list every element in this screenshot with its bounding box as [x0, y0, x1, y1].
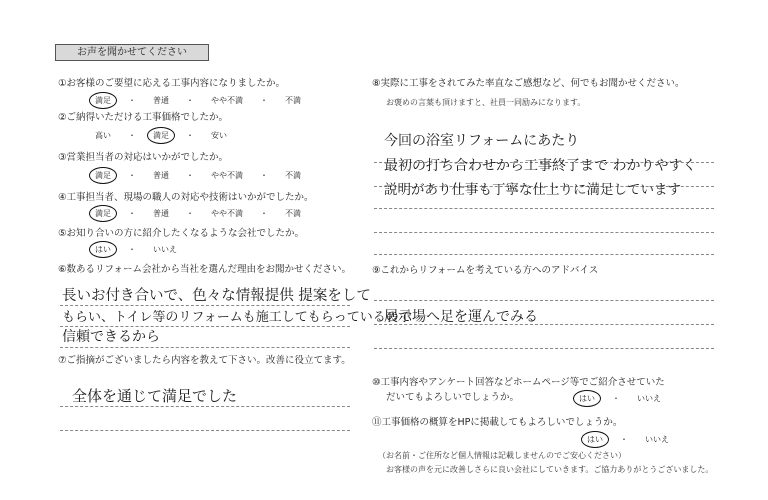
option[interactable]: いいえ	[637, 394, 661, 403]
q3-options	[92, 170, 304, 181]
option-separator: ・	[128, 245, 136, 254]
q9-rule	[374, 348, 714, 349]
option[interactable]: やや不満	[211, 96, 243, 105]
q9-rule	[374, 300, 714, 301]
q8-rule	[374, 232, 714, 233]
option-separator: ・	[186, 131, 194, 140]
q9-label: ⑨これからリフォームを考えている方へのアドバイス	[372, 265, 599, 276]
q7-rule	[60, 406, 350, 407]
option[interactable]: やや不満	[211, 209, 243, 218]
option-selected[interactable]: はい	[584, 434, 606, 445]
option[interactable]: 不満	[285, 209, 301, 218]
thanks-note: お客様の声を元に改善しさらに良い会社にしていきます。ご協力ありがとうございました。	[386, 465, 714, 474]
q8-answer-line: 説明があり仕事も丁寧な仕上りに満足しています	[384, 182, 681, 198]
option[interactable]: 普通	[153, 209, 169, 218]
q1-options	[92, 95, 304, 106]
q6-answer-line: もらい、トイレ等のリフォームも施工してもらっているので	[62, 310, 412, 325]
option[interactable]: やや不満	[211, 171, 243, 180]
q7-rule	[60, 430, 350, 431]
q2-options	[92, 130, 230, 141]
option[interactable]: 普通	[153, 96, 169, 105]
q8-rule	[374, 254, 714, 255]
q5-label: ⑤お知り合いの方に紹介したくなるような会社でしたか。	[58, 228, 305, 239]
option-separator: ・	[260, 209, 268, 218]
q8-answer-line: 今回の浴室リフォームにあたり	[384, 133, 580, 149]
q3-label: ③営業担当者の対応はいかがでしたか。	[58, 152, 229, 163]
option-separator: ・	[128, 96, 136, 105]
q1-label: ①お客様のご要望に応える工事内容になりましたか。	[58, 78, 286, 89]
q10-label-cont: だいてもよろしいでしょうか。	[386, 392, 520, 403]
option[interactable]: 安い	[211, 131, 227, 140]
q6-label: ⑥数あるリフォーム会社から当社を選んだ理由をお聞かせください。	[58, 264, 352, 275]
q10-options	[576, 393, 664, 404]
option-separator: ・	[186, 209, 194, 218]
option-selected[interactable]: 満足	[92, 170, 114, 181]
q6-answer-line: 信頼できるから	[62, 329, 160, 345]
q7-answer-line: 全体を通じて満足でした	[72, 387, 238, 405]
q8-label: ⑧実際に工事をされてみた率直なご感想など、何でもお聞かせください。	[372, 78, 685, 89]
q8-note: お褒めの言葉も頂けますと、社員一同励みになります。	[386, 98, 586, 107]
q11-label: ⑪工事価格の概算をHPに掲載してもよろしいでしょうか。	[372, 417, 623, 428]
option[interactable]: 普通	[153, 171, 169, 180]
option[interactable]: 高い	[95, 131, 111, 140]
option[interactable]: 不満	[285, 171, 301, 180]
q6-answer-line: 長いお付き合いで、色々な情報提供 提案をして	[62, 288, 371, 304]
q8-rule	[374, 208, 714, 209]
option-separator: ・	[128, 171, 136, 180]
option-separator: ・	[620, 435, 628, 444]
q9-answer-line: 展示場へ足を運んでみる	[384, 309, 538, 325]
option-selected[interactable]: 満足	[150, 130, 172, 141]
q4-options	[92, 208, 304, 219]
option-separator: ・	[128, 131, 136, 140]
option-separator: ・	[186, 96, 194, 105]
option[interactable]: 不満	[285, 96, 301, 105]
option-selected[interactable]: 満足	[92, 95, 114, 106]
option-selected[interactable]: 満足	[92, 208, 114, 219]
option-separator: ・	[260, 171, 268, 180]
q7-label: ⑦ご指摘がございましたら内容を教えて下さい。改善に役立てます。	[58, 355, 351, 366]
option-selected[interactable]: はい	[92, 244, 114, 255]
q6-rule	[60, 347, 350, 348]
q2-label: ②ご納得いただける工事価格でしたか。	[58, 112, 229, 123]
q4-label: ④工事担当者、現場の職人の対応や技術はいかがでしたか。	[58, 192, 314, 203]
form-header: お声を聞かせてください	[55, 44, 209, 61]
option[interactable]: いいえ	[153, 245, 177, 254]
q5-options	[92, 244, 180, 255]
q11-options	[584, 434, 672, 445]
q10-label: ⑩工事内容やアンケート回答などホームページ等でご紹介させていた	[372, 377, 665, 388]
option[interactable]: いいえ	[645, 435, 669, 444]
option-selected[interactable]: はい	[576, 393, 598, 404]
option-separator: ・	[128, 209, 136, 218]
privacy-note: （お名前・ご住所など個人情報は記載しませんのでご安心ください）	[378, 451, 626, 460]
option-separator: ・	[260, 96, 268, 105]
option-separator: ・	[186, 171, 194, 180]
option-separator: ・	[612, 394, 620, 403]
q8-answer-line: 最初の打ち合わせから工事終了まで わかりやすく	[384, 158, 697, 174]
